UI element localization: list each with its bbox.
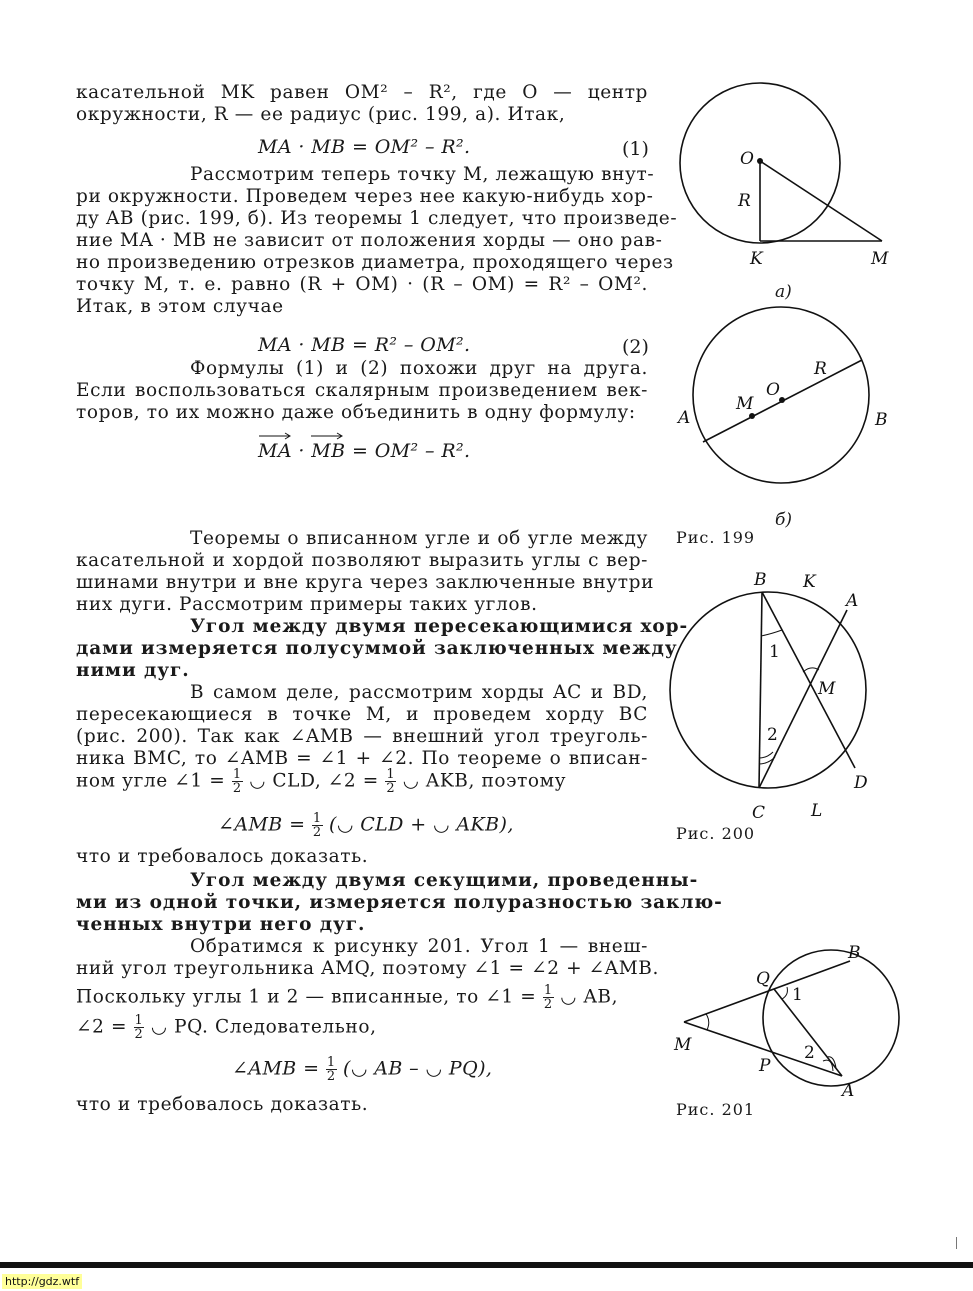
text-line: ние MA · MB не зависит от положения хорды — оно рав-	[76, 230, 663, 251]
site-link[interactable]: http://gdz.wtf	[2, 1274, 82, 1289]
figure-caption: Рис. 199	[676, 528, 756, 547]
segment-om	[760, 161, 882, 241]
text-line: пересекающиеся в точке M, и проведем хорду BC	[76, 704, 648, 725]
scan-mark	[956, 1237, 957, 1249]
label-angle-1: 1	[769, 642, 780, 662]
equation-number: (2)	[622, 336, 649, 358]
fraction-half: $\frac{1}{2}$	[326, 1055, 336, 1084]
circle	[693, 307, 869, 483]
label-r: R	[738, 191, 751, 211]
vector-arrow	[310, 432, 344, 440]
theorem-line: Угол между двумя пересекающимися хор-	[190, 616, 689, 637]
equation-number: (1)	[622, 138, 649, 160]
theorem-line: ченных внутри него дуг.	[76, 914, 366, 935]
theorem-line: ними дуг.	[76, 660, 190, 681]
label-a: A	[842, 1081, 855, 1100]
equation-2: MA · MB = R² – OM².	[258, 334, 471, 356]
label-p: P	[759, 1056, 771, 1076]
text-line: ний угол треугольника AMQ, поэтому ∠1 = ∠2 + ∠AMB.	[76, 958, 659, 979]
label-c: C	[752, 803, 766, 823]
label-o: O	[740, 149, 754, 169]
text-line: касательной и хордой позволяют выразить углы с вер-	[76, 550, 648, 571]
text-line: Теоремы о вписанном угле и об угле между	[190, 528, 648, 549]
label-a: A	[678, 408, 691, 428]
figure-200	[665, 568, 895, 828]
chord-bc	[759, 592, 762, 788]
text-line: (рис. 200). Так как ∠AMB — внешний угол треуголь-	[76, 726, 648, 747]
label-k: K	[803, 572, 816, 592]
fraction-half: $\frac{1}{2}$	[134, 1013, 144, 1042]
angle-arc-m	[706, 1014, 709, 1030]
center-point	[757, 158, 763, 164]
theorem-line: ми из одной точки, измеряется полуразностью заклю-	[76, 892, 723, 913]
label-m: M	[674, 1035, 692, 1055]
subfigure-label: б)	[775, 510, 793, 530]
text-line-fractions: ном угле ∠1 = $\frac{1}{2}$ ◡ CLD, ∠2 = $\frac{1}{2}$ ◡ AKB, поэтому	[76, 767, 567, 796]
label-angle-1: 1	[792, 985, 803, 1005]
label-m: M	[818, 679, 836, 699]
label-m: M	[736, 394, 754, 414]
equation-5: ∠AMB = $\frac{1}{2}$ (◡ AB – ◡ PQ),	[232, 1055, 493, 1084]
subfigure-label: а)	[775, 282, 792, 302]
label-angle-2: 2	[767, 725, 778, 745]
angle-arc-1	[782, 987, 787, 999]
text-line: ника BMC, то ∠AMB = ∠1 + ∠2. По теореме о вписан-	[76, 748, 648, 769]
label-k: K	[750, 249, 763, 269]
label-d: D	[854, 773, 868, 793]
label-b: B	[875, 410, 888, 430]
text-line: ри окружности. Проведем через нее какую-нибудь хор-	[76, 186, 654, 207]
figure-199a	[670, 78, 900, 278]
text-line: В самом деле, рассмотрим хорды AC и BD,	[190, 682, 648, 703]
figure-199b	[670, 305, 900, 505]
text-line: Обратимся к рисунку 201. Угол 1 — внеш-	[190, 936, 648, 957]
label-a: A	[846, 591, 859, 611]
angle-arc-2	[759, 752, 773, 758]
text-line: точку M, т. е. равно (R + OM) · (R – OM) = R² – OM².	[76, 274, 648, 295]
text-line: что и требовалось доказать.	[76, 846, 369, 867]
text-line: но произведению отрезков диаметра, проходящего через	[76, 252, 674, 273]
label-r: R	[814, 359, 827, 379]
fraction-half: $\frac{1}{2}$	[543, 983, 553, 1012]
text-line: Итак, в этом случае	[76, 296, 284, 317]
vector-arrow	[258, 432, 292, 440]
text-line: ду AB (рис. 199, б). Из теоремы 1 следует, что произведе-	[76, 208, 678, 229]
equation-3-vector	[258, 440, 471, 462]
text-line-fractions: Поскольку углы 1 и 2 — вписанные, то ∠1 = $\frac{1}{2}$ ◡ AB,	[76, 983, 619, 1012]
label-q: Q	[756, 969, 770, 989]
label-angle-2: 2	[804, 1043, 815, 1063]
label-b: B	[754, 570, 767, 590]
theorem-line: дами измеряется полусуммой заключенных между	[76, 638, 678, 659]
figure-201	[670, 940, 900, 1100]
equation-3: MA · MB = OM² – R².	[258, 440, 471, 462]
text-line: торов, то их можно даже объединить в одну формулу:	[76, 402, 636, 423]
text-line: Формулы (1) и (2) похожи друг на друга.	[190, 358, 648, 379]
text-line: Если воспользоваться скалярным произведением век-	[76, 380, 648, 401]
fraction-half: $\frac{1}{2}$	[232, 767, 242, 796]
theorem-line: Угол между двумя секущими, проведенны-	[190, 870, 699, 891]
label-m: M	[871, 249, 889, 269]
equation-4: ∠AMB = $\frac{1}{2}$ (◡ CLD + ◡ AKB),	[218, 811, 514, 840]
label-o: O	[766, 380, 780, 400]
text-line: Рассмотрим теперь точку M, лежащую внут-	[190, 164, 655, 185]
label-l: L	[811, 801, 823, 821]
fraction-half: $\frac{1}{2}$	[312, 811, 322, 840]
circle	[670, 592, 866, 788]
text-line: них дуги. Рассмотрим примеры таких углов.	[76, 594, 538, 615]
angle-arc-1	[761, 630, 782, 636]
text-line: что и требовалось доказать.	[76, 1094, 369, 1115]
text-line: окружности, R — ее радиус (рис. 199, а). Итак,	[76, 104, 566, 125]
footer-rule	[0, 1262, 973, 1268]
text-line: шинами внутри и вне круга через заключенные внутри	[76, 572, 654, 593]
figure-caption: Рис. 201	[676, 1100, 756, 1119]
text-line-fractions: ∠2 = $\frac{1}{2}$ ◡ PQ. Следовательно,	[76, 1013, 377, 1042]
text-line: касательной MK равен OM² – R², где O — центр	[76, 82, 648, 103]
circle	[763, 950, 899, 1086]
figure-caption: Рис. 200	[676, 824, 756, 843]
fraction-half: $\frac{1}{2}$	[386, 767, 396, 796]
label-b: B	[848, 943, 861, 963]
equation-1: MA · MB = OM² – R².	[258, 136, 471, 158]
chord-ac	[759, 610, 847, 788]
